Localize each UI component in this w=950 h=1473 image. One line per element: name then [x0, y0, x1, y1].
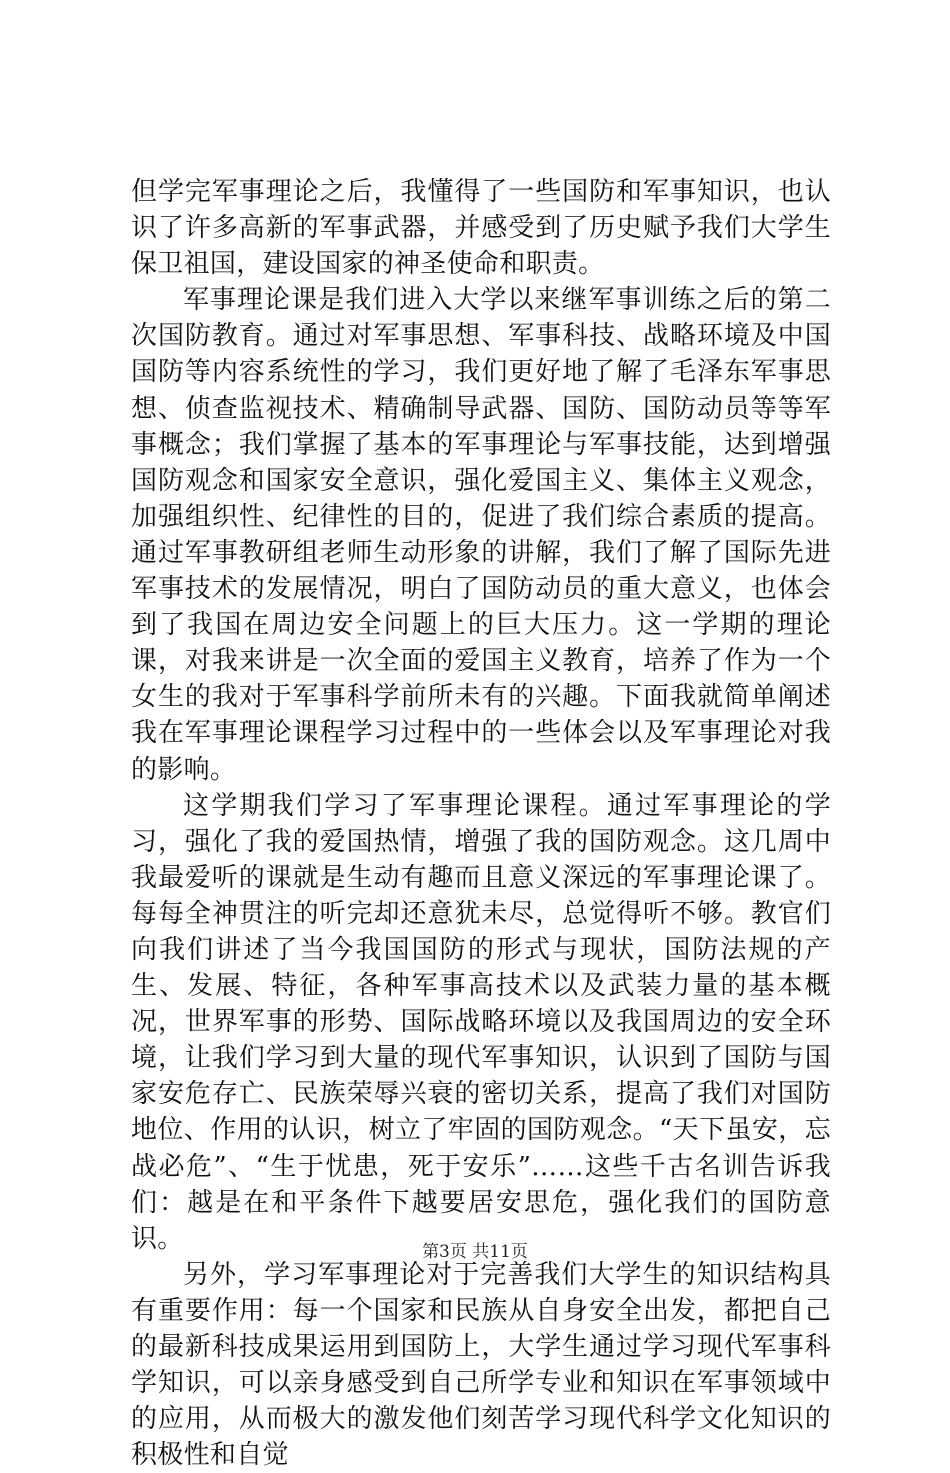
- paragraph-4: 另外，学习军事理论对于完善我们大学生的知识结构具有重要作用：每一个国家和民族从自身安全出发，都把自己的最新科技成果运用到国防上，大学生通过学习现代军事科学知识，可以亲身感受到自己所学专业和知识在军事领域中的应用，从而极大的激发他们刻苦学习现代科学文化知识的积极性和自觉: [131, 1259, 831, 1471]
- page-number-footer: 第3页 共11页: [422, 1242, 528, 1262]
- paragraph-1: 但学完军事理论之后，我懂得了一些国防和军事知识，也认识了许多高新的军事武器，并感受到了历史赋予我们大学生保卫祖国，建设国家的神圣使命和职责。: [131, 177, 831, 280]
- document-body: [131, 174, 831, 1473]
- paragraph-3: 这学期我们学习了军事理论课程。通过军事理论的学习，强化了我的爱国热情，增强了我的国防观念。这几周中我最爱听的课就是生动有趣而且意义深远的军事理论课了。每每全神贯注的听完却还意犹未尽，总觉得听不够。教官们向我们讲述了当今我国国防的形式与现状，国防法规的产生、发展、特征，各种军事高技术以及武装力量的基本概况，世界军事的形势、国际战略环境以及我国周边的安全环境，让我们学习到大量的现代军事知识，认识到了国防与国家安危存亡、民族荣辱兴衰的密切关系，提高了我们对国防地位、作用的认识，树立了牢固的国防观念。“天下虽安，忘战必危”、“生于忧患，死于安乐”……这些千古名训告诉我们：越是在和平条件下越要居安思危，强化我们的国防意识。: [131, 790, 831, 1254]
- paragraph-2: 军事理论课是我们进入大学以来继军事训练之后的第二次国防教育。通过对军事思想、军事科技、战略环境及中国国防等内容系统性的学习，我们更好地了解了毛泽东军事思想、侦查监视技术、精确制导武器、国防、国防动员等等军事概念；我们掌握了基本的军事理论与军事技能，达到增强国防观念和国家安全意识，强化爱国主义、集体主义观念，加强组织性、纪律性的目的，促进了我们综合素质的提高。通过军事教研组老师生动形象的讲解，我们了解了国际先进军事技术的发展情况，明白了国防动员的重大意义，也体会到了我国在周边安全问题上的巨大压力。这一学期的理论课，对我来讲是一次全面的爱国主义教育，培养了作为一个女生的我对于军事科学前所未有的兴趣。下面我就简单阐述我在军事理论课程学习过程中的一些体会以及军事理论对我的影响。: [131, 285, 831, 785]
